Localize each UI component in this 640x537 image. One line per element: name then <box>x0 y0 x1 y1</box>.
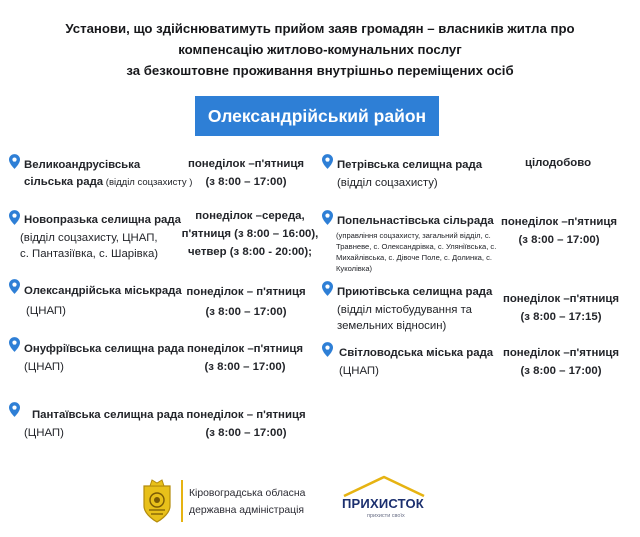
hours-time: п'ятниця (з 8:00 – 16:00), <box>181 228 319 240</box>
office-hours <box>498 213 620 249</box>
office-note: (відділ соцзахисту ) <box>103 177 193 188</box>
org-name <box>189 485 305 519</box>
hours-time: (з 8:00 – 17:00) <box>205 176 287 188</box>
location-pin-icon <box>9 210 20 225</box>
office-name-line <box>24 174 192 191</box>
office-name: Олександрійська міськрада <box>24 285 182 297</box>
office-subtitle: земельних відносин) <box>337 320 447 332</box>
hours-time: (з 8:00 – 17:00) <box>520 365 602 377</box>
office-name: Пантаївська селищна рада <box>32 409 184 421</box>
hours-days: понеділок –п'ятниця <box>186 343 304 355</box>
hours-days: цілодобово <box>524 157 592 169</box>
office-subtitle: Михайлівська, с. Дівоче Поле, с. Долинка, с. <box>336 253 493 262</box>
office-name: Великоандрусівська <box>24 159 141 171</box>
office-subtitle: (ЦНАП) <box>26 305 66 317</box>
office-subtitle: (відділ соцзахисту) <box>337 177 438 189</box>
hours-days: понеділок –п'ятниця <box>502 293 620 305</box>
office-name: Попельнастівська сільрада <box>337 215 494 227</box>
location-pin-icon <box>9 154 20 169</box>
office-hours <box>520 154 596 172</box>
office-subtitle: (відділ містобудування та <box>337 304 473 316</box>
office-hours <box>180 207 320 261</box>
location-pin-icon <box>322 342 333 357</box>
office-subtitle: Куколівка) <box>336 264 373 273</box>
hours-time: (з 8:00 – 17:00) <box>204 361 286 373</box>
district-banner: Олександрійський район <box>195 96 439 136</box>
org-name-line-1: Кіровоградська обласна <box>189 488 306 499</box>
coat-of-arms-logo <box>140 478 174 524</box>
location-pin-icon <box>9 279 20 294</box>
hours-time: (з 8:00 – 17:00) <box>518 234 600 246</box>
office-subtitle: (ЦНАП) <box>24 427 64 439</box>
office-hours <box>186 155 306 191</box>
footer-divider <box>181 480 183 522</box>
hours-days: понеділок –п'ятниця <box>500 216 618 228</box>
office-subtitle: (управління соцзахисту, загальний відділ, с. <box>336 231 491 240</box>
office-name: Світловодська міська рада <box>339 347 494 359</box>
hours-time: (з 8:00 – 17:00) <box>205 427 287 439</box>
hours-days: понеділок –середа, <box>195 210 305 222</box>
location-pin-icon <box>322 154 333 169</box>
hours-days: понеділок – п'ятниця <box>186 409 306 421</box>
office-hours <box>186 283 306 321</box>
office-name: Петрівська селищна рада <box>337 159 483 171</box>
office-hours <box>184 340 306 376</box>
office-subtitle: (ЦНАП) <box>24 361 64 373</box>
location-pin-icon <box>9 337 20 352</box>
office-name: Онуфріївська селищна рада <box>24 343 185 355</box>
office-subtitle: с. Пантазіївка, с. Шарівка) <box>20 248 159 260</box>
office-subtitle: Травневе, с. Олександрівка, с. Уляніївська, с. <box>336 242 497 251</box>
hours-days: понеділок – п'ятниця <box>186 286 306 298</box>
location-pin-icon <box>9 402 20 417</box>
page-title <box>40 18 600 81</box>
brand-tagline: прихисти своїх <box>367 513 405 519</box>
hours-time: (з 8:00 – 17:00) <box>205 306 287 318</box>
title-line-1: Установи, що здійснюватимуть прийом заяв громадян – власників житла про <box>65 21 575 36</box>
org-name-line-2: державна адміністрація <box>189 505 305 516</box>
office-name: Приютівська селищна рада <box>337 286 493 298</box>
hours-time: (з 8:00 – 17:15) <box>520 311 602 323</box>
hours-days: понеділок –п'ятниця <box>502 347 620 359</box>
title-line-3: за безкоштовне проживання внутрішньо переміщених осіб <box>126 63 514 78</box>
location-pin-icon <box>322 281 333 296</box>
office-subtitle: (ЦНАП) <box>339 365 379 377</box>
office-hours <box>500 290 622 326</box>
office-name-cont: сільська рада <box>24 176 104 188</box>
office-hours <box>184 406 308 442</box>
office-subtitle: (відділ соцзахисту, ЦНАП, <box>20 232 158 244</box>
office-hours <box>500 344 622 380</box>
office-name: Новопразька селищна рада <box>24 214 181 226</box>
title-line-2: компенсацію житлово-комунальних послуг <box>178 42 462 57</box>
location-pin-icon <box>322 210 333 225</box>
brand-logo-text: ПРИХИСТОК <box>342 496 424 511</box>
hours-extra: четвер (з 8:00 - 20:00); <box>188 246 312 258</box>
hours-days: понеділок –п'ятниця <box>187 158 305 170</box>
